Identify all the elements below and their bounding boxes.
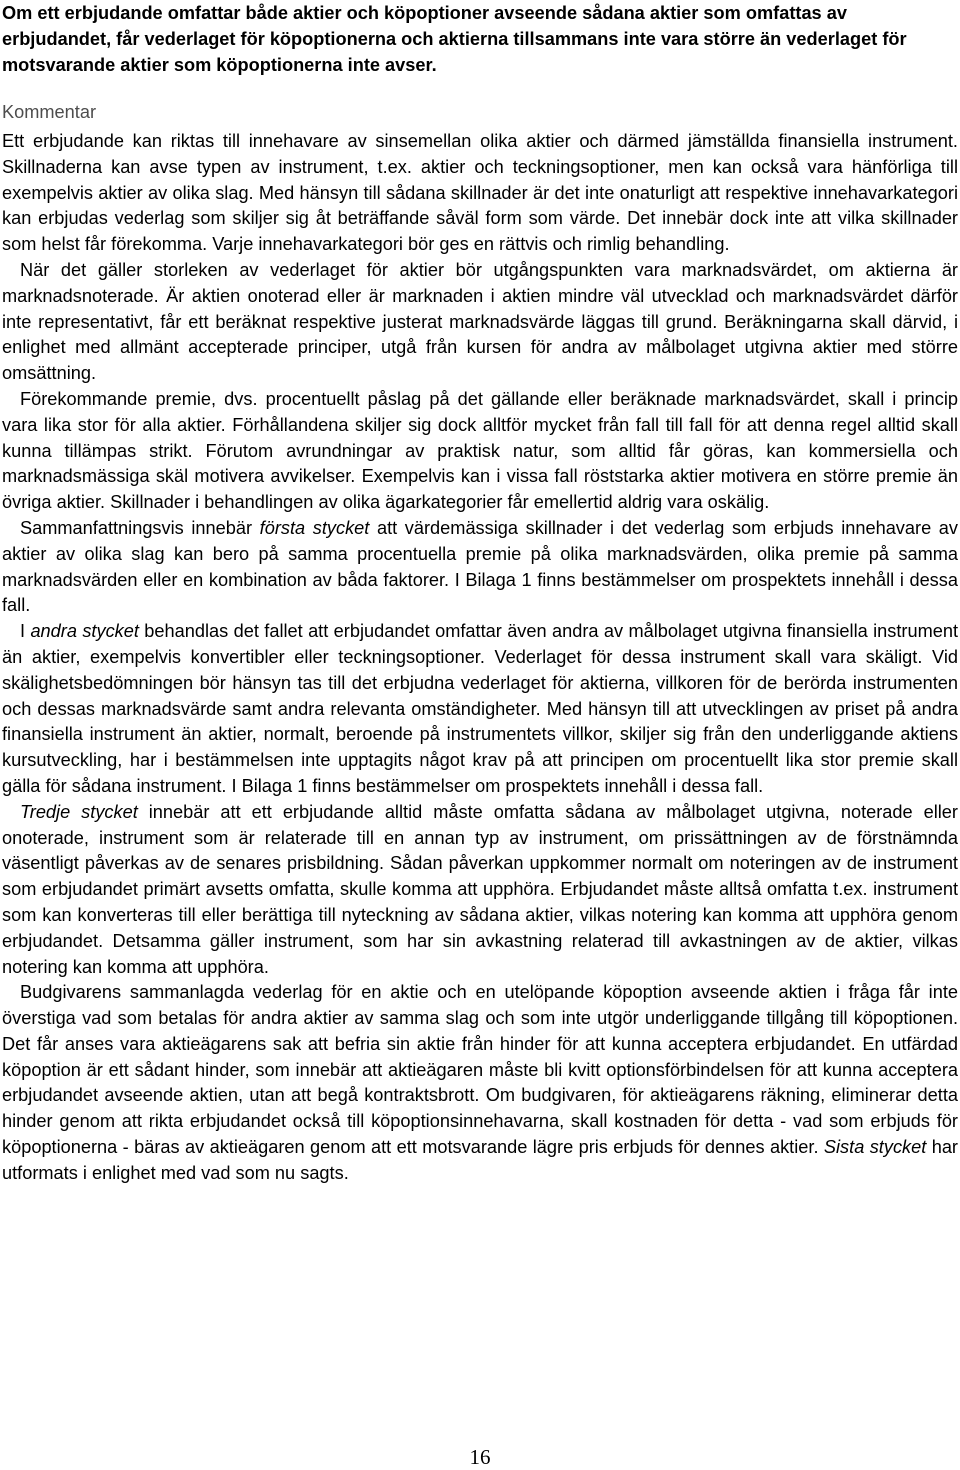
emphasized-reference: första stycket bbox=[259, 517, 370, 538]
paragraph bbox=[2, 800, 958, 981]
paragraph-text: har utformats i enlighet med vad som nu sagts. bbox=[2, 1137, 958, 1183]
emphasized-reference: Sista stycket bbox=[823, 1137, 927, 1158]
emphasized-reference: Tredje stycket bbox=[20, 801, 138, 822]
commentary-body bbox=[2, 129, 958, 1187]
paragraph-text: behandlas det fallet att erbjudandet omfattar även andra av målbolaget utgivna finansiella instrument än aktier, exempelvis konvertibler eller teckningsoptioner. Vederlaget för dessa instrument skall vara skäligt. Vid skälighetsbedömningen bör hänsyn tas till det erbjudna vederlaget för aktierna, villkoren för de berörda instrumenten och dessas marknadsvärde samt andra relevanta omständigheter. Med hänsyn till att utvecklingen av priset på andra finansiella instrument än aktier, normalt, beroende på instrumentets villkor, skiljer sig från den underliggande aktiens kursutveckling, har i bestämmelsen inte upptagits något krav på att principen om procentuellt lika stor premie skall gälla för sådana instrument. I Bilaga 1 finns bestämmelser om prospektets innehåll i dessa fall. bbox=[2, 621, 959, 796]
paragraph-text: Sammanfattningsvis innebär bbox=[20, 517, 260, 538]
paragraph-text: innebär att ett erbjudande alltid måste omfatta sådana av målbolaget utgivna, noterade eller onoterade, instrument som är relaterade till en annan typ av instrument, om prissättningen av de förstnämnda väsentligt påverkas av de senares prisbildning. Sådan påverkan uppkommer normalt om noteringen av de instrument som erbjudandet primärt avsetts omfatta, skulle komma att upphöra. Erbjudandet måste alltså omfatta t.ex. instrument som kan konverteras till eller berättiga till nyteckning av sådana aktier, vilkas notering kan komma att upphöra genom erbjudandet. Detsamma gäller instrument, som har sin avkastning relaterad till avkastningen av de aktier, vilkas notering kan komma att upphöra. bbox=[2, 801, 958, 977]
emphasized-reference: andra stycket bbox=[30, 621, 139, 642]
paragraph bbox=[2, 619, 958, 800]
paragraph-text: I bbox=[20, 621, 31, 642]
paragraph-text: att värdemässiga skillnader i det vederlag som erbjuds innehavare av aktier av olika slag kan bero på samma procentuella premie på olika marknadsvärden, olika premie på samma marknadsvärden eller en kombination av båda faktorer. I Bilaga 1 finns bestämmelser om prospektets innehåll i dessa fall. bbox=[2, 517, 959, 616]
paragraph: När det gäller storleken av vederlaget för aktier bör utgångspunkten vara marknadsvärdet, om aktierna är marknadsnoterade. Är aktien onoterad eller är marknaden i aktien mindre väl utvecklad och marknadsvärdet därför inte representativt, får ett beräknat respektive justerat marknadsvärde läggas till grund. Beräkningarna skall därvid, i enlighet med allmänt accepterade principer, utgå från kursen för andra av målbolaget utgivna aktier med större omsättning. bbox=[2, 259, 958, 384]
page-number: 16 bbox=[469, 1445, 491, 1469]
paragraph: Ett erbjudande kan riktas till innehavare av sinsemellan olika aktier och därmed jämställda finansiella instrument. Skillnaderna kan avse typen av instrument, t.ex. aktier och teckningsoptioner, men kan också vara hänförliga till exempelvis aktier av olika slag. Med hänsyn till sådana skillnader är det inte onaturligt att respektive innehavarkategori kan erbjudas vederlag som skiljer sig åt beträffande såväl form som värde. Det innebär dock inte att vilka skillnader som helst får förekomma. Varje innehavarkategori bör ges en rättvis och rimlig behandling. bbox=[2, 131, 958, 255]
section-heading: Kommentar bbox=[2, 102, 97, 122]
rule-text: Om ett erbjudande omfattar både aktier och köpoptioner avseende sådana aktier som omfattas av erbjudandet, får vederlaget för köpoptionerna och aktierna tillsammans inte vara större än vederlaget för motsvarande aktier som köpoptionerna inte avser. bbox=[2, 3, 907, 75]
paragraph bbox=[2, 980, 958, 1186]
paragraph: Förekommande premie, dvs. procentuellt påslag på det gällande eller beräknade marknadsvärdet, skall i princip vara lika stor för alla aktier. Förhållandena skiljer sig dock alltför mycket från fall till fall för att denna regel alltid skall kunna tillämpas strikt. Förutom avrundningar av praktisk natur, som alltid får göras, kan kommersiella och marknadsmässiga skäl motivera avvikelser. Exempelvis kan i vissa fall röststarka aktier motivera en större premie än övriga aktier. Skillnader i behandlingen av olika ägarkategorier får emellertid aldrig vara oskälig. bbox=[2, 388, 958, 513]
paragraph-text: Budgivarens sammanlagda vederlag för en aktie och en utelöpande köpoption avseende aktien i fråga får inte överstiga vad som betalas för andra aktier av samma slag och som inte utgör underliggande tillgång till köpoptionen. Det får anses vara aktieägarens sak att befria sin aktie från hinder för att kunna acceptera erbjudandet. En utfärdad köpoption är ett sådant hinder, som innebär att aktieägaren måste bli kvitt optionsförbindelsen för att kunna acceptera erbjudandet avseende aktien, utan att begå kontraktsbrott. Om budgivaren, för aktieägarens räkning, eliminerar detta hinder genom att rikta erbjudandet också till köpoptionsinnehavarna, skall kostnaden för detta - vad som erbjuds för köpoptionerna - bäras av aktieägaren genom att ett motsvarande lägre pris erbjuds för dennes aktier. bbox=[2, 982, 958, 1158]
paragraph bbox=[2, 516, 958, 619]
